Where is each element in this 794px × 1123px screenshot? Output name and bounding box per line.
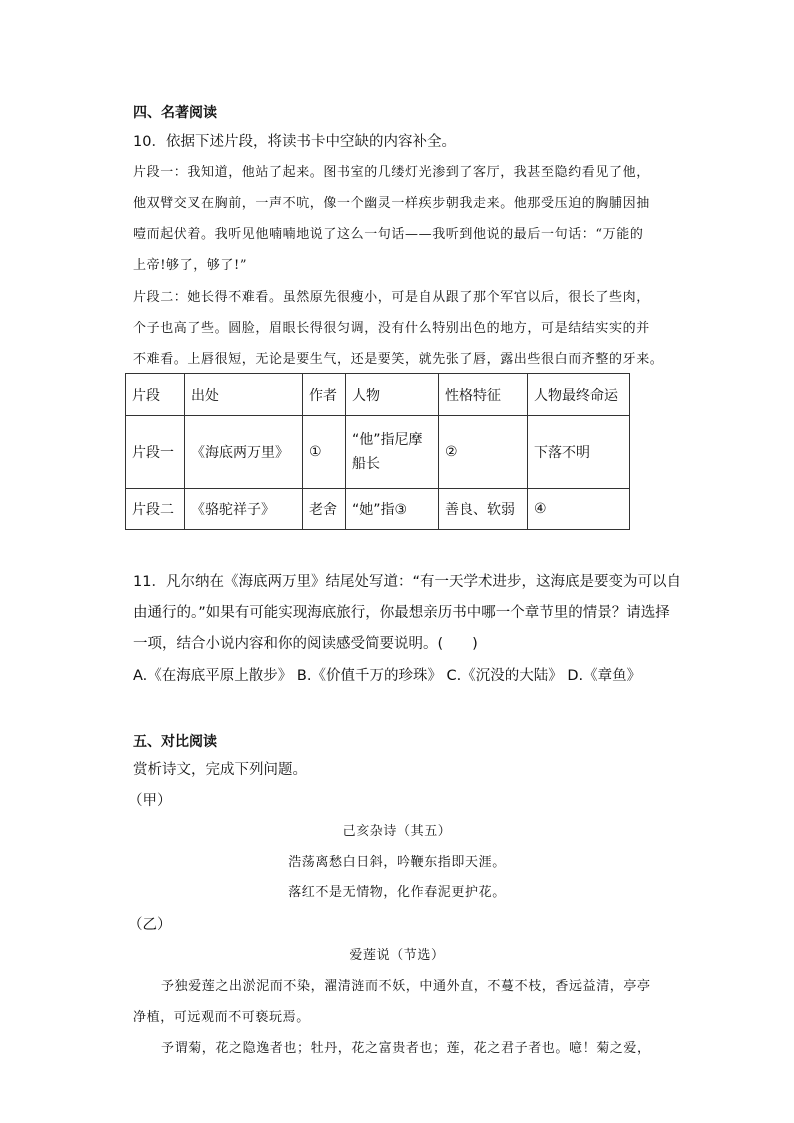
table-cell: 下落不明 [528, 416, 630, 489]
label-jia: （甲） [128, 793, 172, 809]
question-10: 10．依据下述片段，将读书卡中空缺的内容补全。 [133, 134, 456, 150]
prose-line: 予独爱莲之出淤泥而不染，濯清涟而不妖，中通外直，不蔓不枝，香远益清，亭亭 [161, 979, 651, 994]
fragment-2-line-2: 个子也高了些。圆脸，眉眼长得很匀调，没有什么特别出色的地方，可是结结实实的并 [133, 321, 650, 336]
fragment-1-line-2: 他双臂交叉在胸前，一声不吭，像一个幽灵一样疾步朝我走来。他那受压迫的胸脯因抽 [133, 196, 650, 211]
table-header-row [126, 374, 630, 416]
prose-line: 净植，可远观而不可亵玩焉。 [133, 1010, 310, 1025]
table-cell: 善良、软弱 [439, 489, 528, 530]
label-yi: （乙） [128, 917, 172, 933]
poem-line: 浩荡离愁白日斜，吟鞭东指即天涯。 [288, 855, 506, 870]
table-cell: 《骆驼祥子》 [185, 489, 303, 530]
table-cell: 老舍 [303, 489, 346, 530]
section-heading-5: 五、对比阅读 [133, 734, 217, 750]
table-cell: 《海底两万里》 [185, 416, 303, 489]
table-header-cell: 作者 [303, 374, 346, 416]
table-cell: ④ [528, 489, 630, 530]
fragment-1-line-4: 上帝!够了，够了!” [133, 258, 248, 273]
question-11-options: A.《在海底平原上散步》 B.《价值千万的珍珠》 C.《沉没的大陆》 D.《章鱼》 [133, 668, 642, 684]
table-header-cell: 性格特征 [439, 374, 528, 416]
fragment-1-line-1: 片段一：我知道，他站了起来。图书室的几缕灯光渗到了客厅，我甚至隐约看见了他， [133, 165, 650, 180]
table-row [126, 489, 630, 530]
fragment-2-line-3: 不难看。上唇很短，无论是要生气，还是要笑，就先张了唇，露出些很白而齐整的牙来。 [133, 352, 664, 367]
table-cell: “他”指尼摩船长 [346, 416, 439, 489]
table-row [126, 416, 630, 489]
table-header-cell: 片段 [126, 374, 185, 416]
fragment-1-line-3: 噎而起伏着。我听见他喃喃地说了这么一句话——我听到他说的最后一句话：“万能的 [133, 227, 644, 242]
reading-card-table [125, 373, 630, 530]
prose-line: 予谓菊，花之隐逸者也；牡丹，花之富贵者也；莲，花之君子者也。噫！菊之爱， [161, 1041, 651, 1056]
table-header-cell: 人物 [346, 374, 439, 416]
section-5-intro: 赏析诗文，完成下列问题。 [133, 762, 307, 778]
table-cell: ② [439, 416, 528, 489]
table-cell: 片段二 [126, 489, 185, 530]
poem-title: 己亥杂诗（其五） [342, 824, 452, 839]
table-cell: 片段一 [126, 416, 185, 489]
section-heading-4: 四、名著阅读 [133, 105, 217, 121]
prose-title: 爱莲说（节选） [349, 948, 445, 963]
table-header-cell: 人物最终命运 [528, 374, 630, 416]
table-header-cell: 出处 [185, 374, 303, 416]
table-cell: ① [303, 416, 346, 489]
question-11-line-3: 一项，结合小说内容和你的阅读感受简要说明。( ) [133, 636, 478, 652]
poem-line: 落红不是无情物，化作春泥更护花。 [288, 885, 506, 900]
question-11-line-2: 由通行的。”如果有可能实现海底旅行，你最想亲历书中哪一个章节里的情景？请选择 [133, 605, 670, 621]
question-11-line-1: 11．凡尔纳在《海底两万里》结尾处写道：“有一天学术进步，这海底是要变为可以自 [133, 574, 681, 590]
fragment-2-line-1: 片段二：她长得不难看。虽然原先很瘦小，可是自从跟了那个军官以后，很长了些肉， [133, 290, 650, 305]
table-cell: “她”指③ [346, 489, 439, 530]
